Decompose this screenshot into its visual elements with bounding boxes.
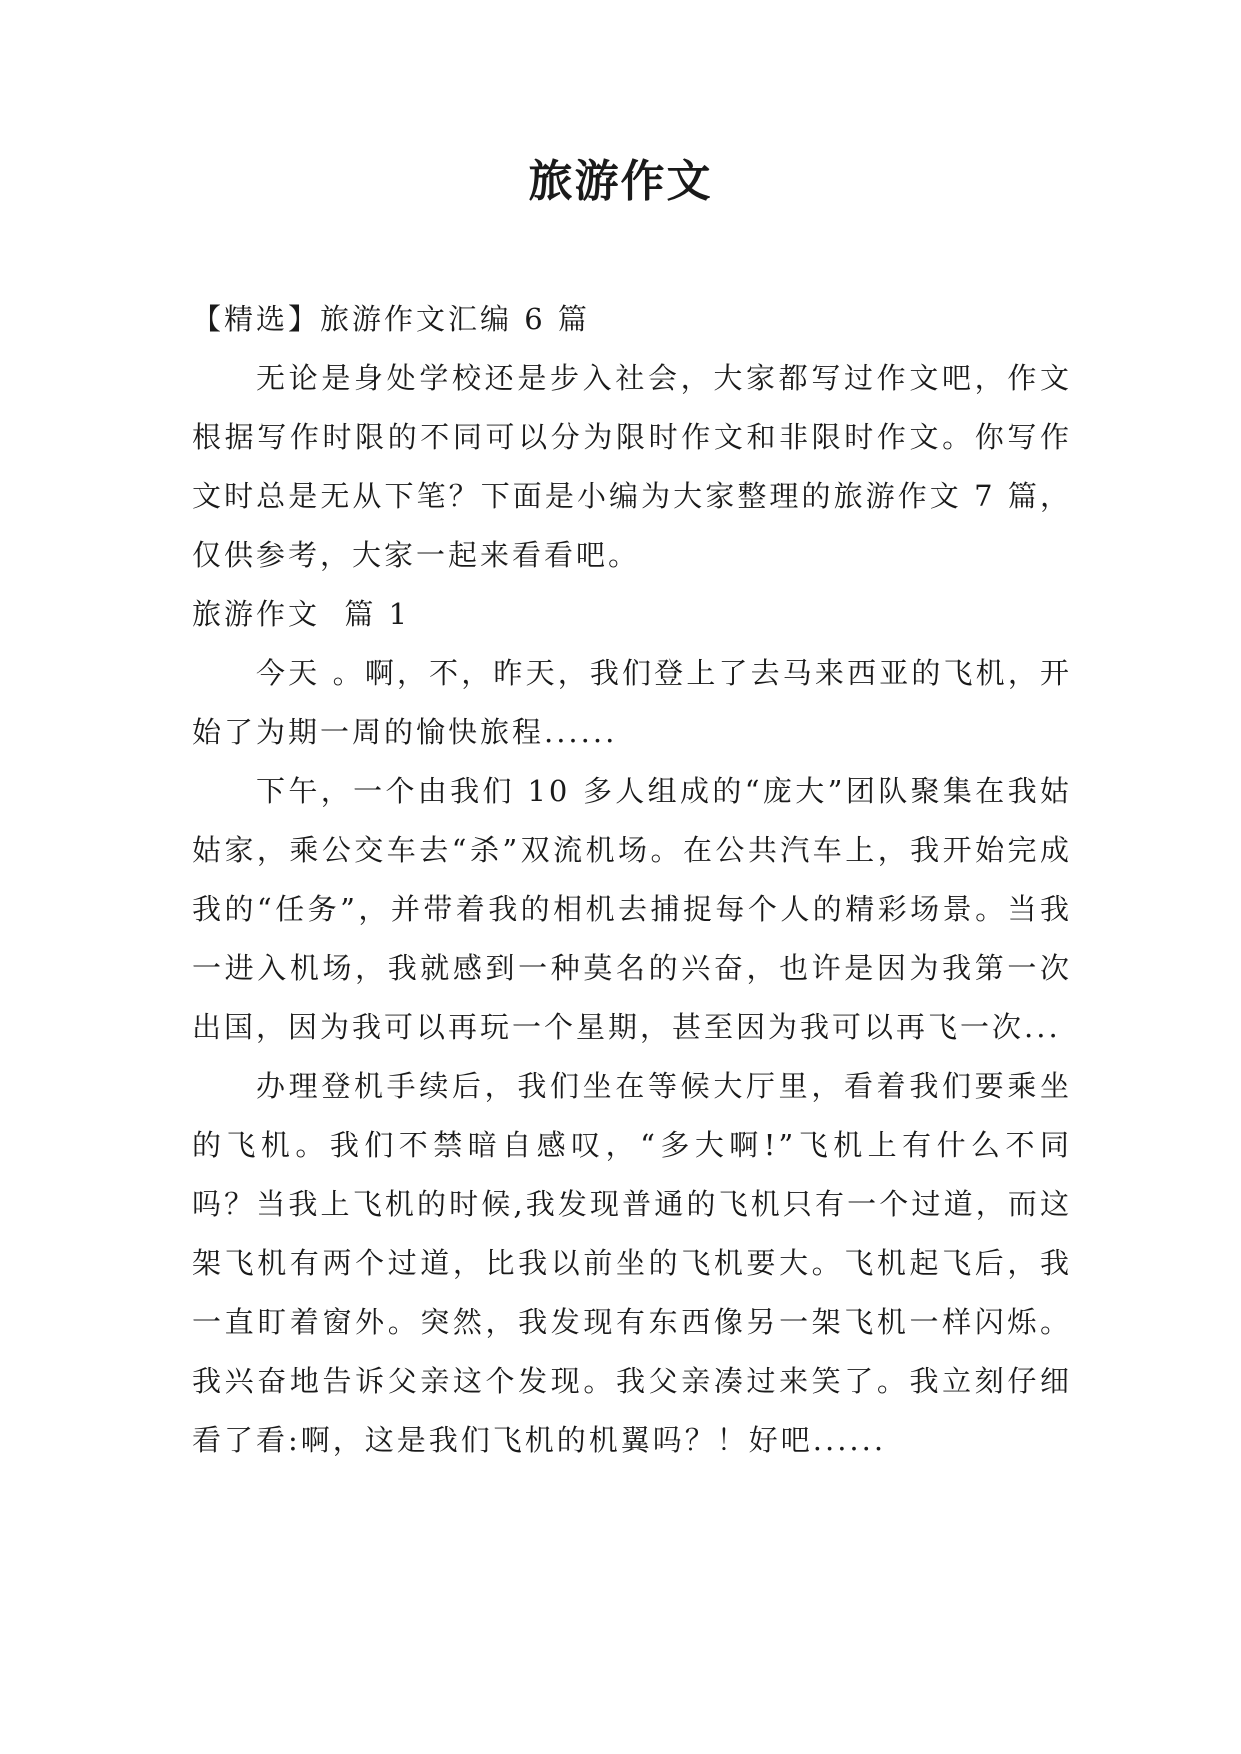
- body-paragraph-3: 办理登机手续后，我们坐在等候大厅里，看着我们要乘坐的飞机。我们不禁暗自感叹，“多大啊!”飞机上有什么不同吗？当我上飞机的时候,我发现普通的飞机只有一个过道，而这架飞机有两个过道，比我以前坐的飞机要大。飞机起飞后，我一直盯着窗外。突然，我发现有东西像另一架飞机一样闪烁。我兴奋地告诉父亲这个发现。我父亲凑过来笑了。我立刻仔细看了看:啊，这是我们飞机的机翼吗？！好吧......: [192, 1069, 1072, 1457]
- document-title: 旅游作文: [528, 156, 713, 207]
- document-subtitle: 【精选】旅游作文汇编 6 篇: [192, 302, 590, 336]
- body-paragraph-1: 今天 。啊，不，昨天，我们登上了去马来西亚的飞机，开始了为期一周的愉快旅程......: [192, 656, 1072, 749]
- section-heading: 旅游作文 篇 1: [192, 597, 411, 631]
- document-body: [192, 290, 1072, 1470]
- body-paragraph-2: 下午，一个由我们 10 多人组成的“庞大”团队聚集在我姑姑家，乘公交车去“杀”双流机场。在公共汽车上，我开始完成我的“任务”，并带着我的相机去捕捉每个人的精彩场景。当我一进入机场，我就感到一种莫名的兴奋，也许是因为我第一次出国，因为我可以再玩一个星期，甚至因为我可以再飞一次...: [192, 774, 1072, 1044]
- intro-paragraph: 无论是身处学校还是步入社会，大家都写过作文吧，作文根据写作时限的不同可以分为限时作文和非限时作文。你写作文时总是无从下笔？下面是小编为大家整理的旅游作文 7 篇，仅供参考，大家一起来看看吧。: [192, 361, 1072, 572]
